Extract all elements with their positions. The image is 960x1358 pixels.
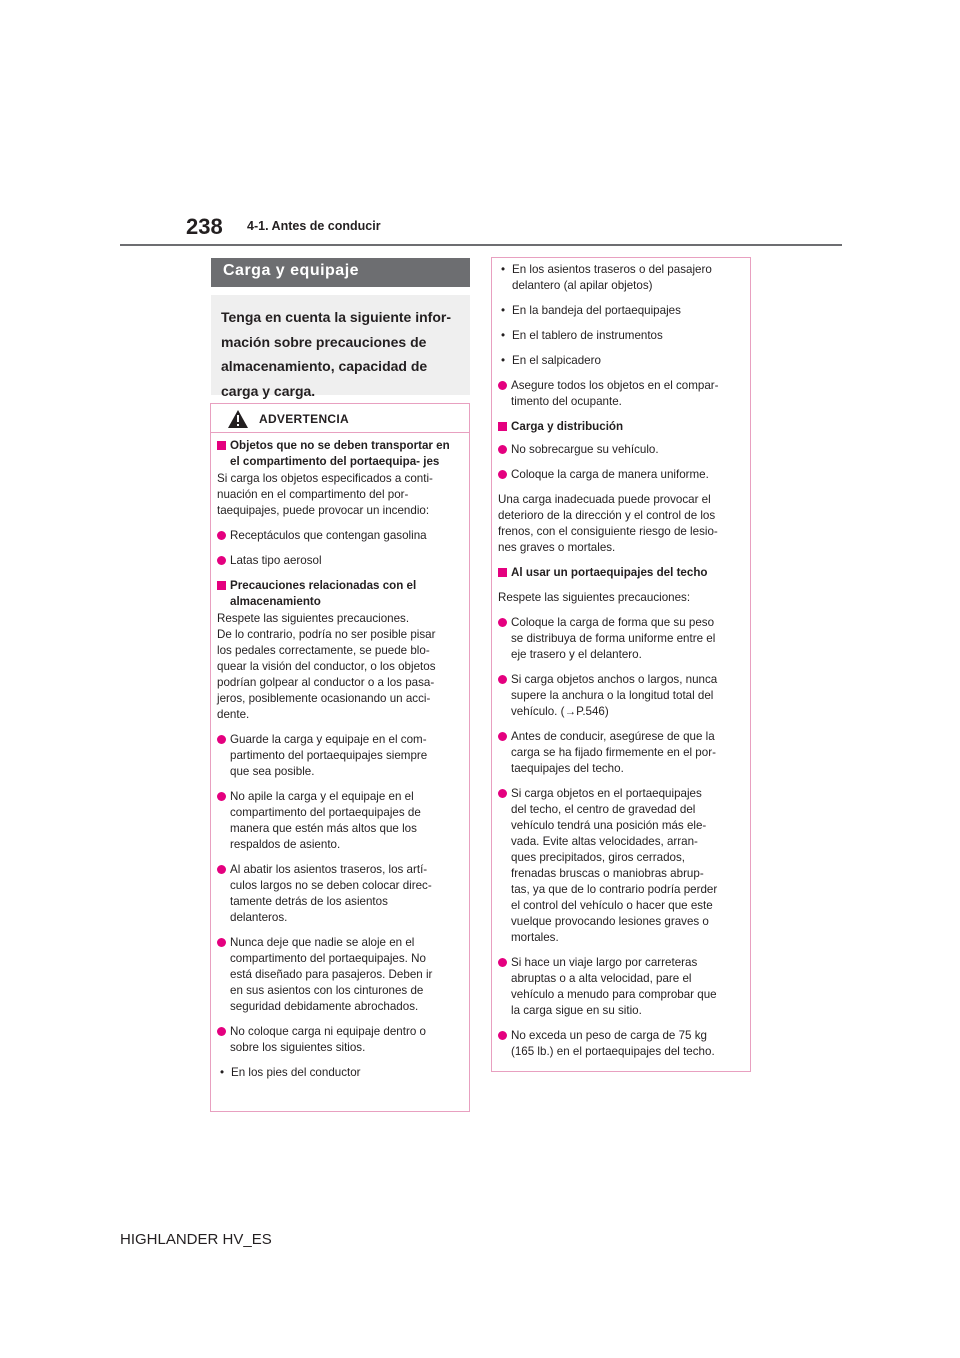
bullet-item [498,729,742,777]
round-bullet-icon [217,556,226,565]
warning-content [492,258,750,1060]
paragraph: Respete las siguientes precauciones: [498,591,691,604]
bullet-item [217,1024,461,1056]
dot-mark-icon: • [501,329,506,342]
intro-paragraph: Tenga en cuenta la siguiente infor- mación sobre precauciones de almacenamiento, capacidad de carga y carga. [221,309,451,399]
round-bullet-icon [498,470,507,479]
bullet-text: Receptáculos que contengan gasolina [230,529,427,542]
round-bullet-icon [217,735,226,744]
warning-label: ADVERTENCIA [259,412,349,426]
round-bullet-icon [217,865,226,874]
section-title: 4-1. Antes de conducir [247,219,381,233]
bullet-text: Al abatir los asientos traseros, los artí- culos largos no se deben colocar direc- tamente detrás de los asientos delanteros. [230,863,432,924]
sub-item-text: En el tablero de instrumentos [512,329,663,342]
subheading [498,565,742,581]
bullet-text: Coloque la carga de manera uniforme. [511,468,709,481]
round-bullet-icon [217,1027,226,1036]
warning-content [211,433,469,1081]
square-bullet-icon [217,581,226,590]
square-bullet-icon [498,568,507,577]
subheading-text: Carga y distribución [511,420,624,433]
round-bullet-icon [498,958,507,967]
dot-mark-icon: • [501,354,506,367]
dot-mark-icon: • [501,304,506,317]
square-bullet-icon [217,441,226,450]
paragraph: Respete las siguientes precauciones. De lo contrario, podría no ser posible pisar los pedales correctamente, se puede blo- quear la visión del conductor, o los objetos podrían golpear al conductor o a los pasa- jeros, posiblemente ocasionando un acci- dente. [217,612,436,721]
square-bullet-icon [498,422,507,431]
round-bullet-icon [498,1031,507,1040]
round-bullet-icon [217,792,226,801]
intro-text [211,295,470,399]
bullet-text: Coloque la carga de forma que su peso se distribuya de forma uniforme entre el eje trasero y el delantero. [511,616,716,661]
bullet-item [217,528,461,544]
bullet-item [217,732,461,780]
dot-mark-icon: • [220,1066,225,1079]
bullet-text: Nunca deje que nadie se aloje en el compartimento del portaequipajes. No está diseñado para pasajeros. Deben ir en sus asientos con los cinturones de seguridad debidamente abrochados. [230,936,433,1013]
round-bullet-icon [498,618,507,627]
round-bullet-icon [217,938,226,947]
bullet-item [498,1028,742,1060]
sub-item [498,262,742,294]
bullet-text: No exceda un peso de carga de 75 kg (165 lb.) en el portaequipajes del techo. [511,1029,715,1058]
dot-mark-icon: • [501,263,506,276]
round-bullet-icon [498,732,507,741]
subheading [217,438,461,470]
bullet-text: Si carga objetos en el portaequipajes del techo, el centro de gravedad del vehículo tendrá una posición más ele- vada. Evite altas velocidades, arran- ques precipitados, giros cerrados, frenadas bruscas o maniobras abrup- tas, ya que de lo contrario podría perder el control del vehículo o hacer que este vuelque provocando lesiones graves o mortales. [511,787,718,944]
sub-item-text: En los asientos traseros o del pasajero delantero (al apilar objetos) [512,263,712,292]
subheading [217,578,461,610]
bullet-item [498,672,742,720]
bullet-text: No sobrecargue su vehículo. [511,443,659,456]
bullet-item [217,935,461,1015]
bullet-item [498,955,742,1019]
bullet-item [498,378,742,410]
round-bullet-icon [217,531,226,540]
bullet-text: Latas tipo aerosol [230,554,322,567]
bullet-item [498,615,742,663]
round-bullet-icon [498,445,507,454]
bullet-text: Asegure todos los objetos en el compar- timento del ocupante. [511,379,719,408]
subheading-text: Al usar un portaequipajes del techo [511,566,708,579]
warning-box [210,403,470,1112]
sub-item [498,353,742,369]
warning-triangle-icon [227,409,249,429]
bullet-item [217,862,461,926]
sub-item-text: En los pies del conductor [231,1066,361,1079]
bullet-text: No apile la carga y el equipaje en el compartimento del portaequipajes de manera que estén más altos que los respaldos de asiento. [230,790,421,851]
sub-item [498,328,742,344]
warning-header [211,404,469,433]
bullet-text: No coloque carga ni equipaje dentro o sobre los siguientes sitios. [230,1025,426,1054]
bullet-item [498,467,742,483]
bullet-text: Guarde la carga y equipaje en el com- partimento del portaequipajes siempre que sea posible. [230,733,428,778]
bullet-text: Si carga objetos anchos o largos, nunca supere la anchura o la longitud total del vehículo. (→P.546) [511,673,718,718]
sub-item [217,1065,461,1081]
subheading-text: Objetos que no se deben transportar en el compartimento del portaequipa- jes [230,439,450,468]
page-number: 238 [186,214,223,239]
warning-box-continued [491,257,751,1072]
topic-title: Carga y equipaje [211,258,470,287]
bullet-item [498,442,742,458]
bullet-item [217,789,461,853]
round-bullet-icon [498,675,507,684]
vehicle-model: HIGHLANDER HV_ES [120,1231,272,1248]
bullet-item [217,553,461,569]
sub-item [498,303,742,319]
sub-item-text: En el salpicadero [512,354,601,367]
paragraph: Una carga inadecuada puede provocar el deterioro de la dirección y el control de los frenos, con el consiguiente riesgo de lesio- nes graves o mortales. [498,493,718,554]
header-divider [120,244,842,246]
bullet-item [498,786,742,946]
bullet-text: Antes de conducir, asegúrese de que la carga se ha fijado firmemente en el por- taequipajes del techo. [511,730,716,775]
bullet-text: Si hace un viaje largo por carreteras abruptas o a alta velocidad, pare el vehículo a menudo para comprobar que la carga sigue en su sitio. [511,956,717,1017]
subheading [498,419,742,435]
paragraph: Si carga los objetos especificados a conti- nuación en el compartimento del por- taequipajes, puede provocar un incendio: [217,472,433,517]
sub-item-text: En la bandeja del portaequipajes [512,304,681,317]
round-bullet-icon [498,381,507,390]
subheading-text: Precauciones relacionadas con el almacenamiento [230,579,417,608]
round-bullet-icon [498,789,507,798]
